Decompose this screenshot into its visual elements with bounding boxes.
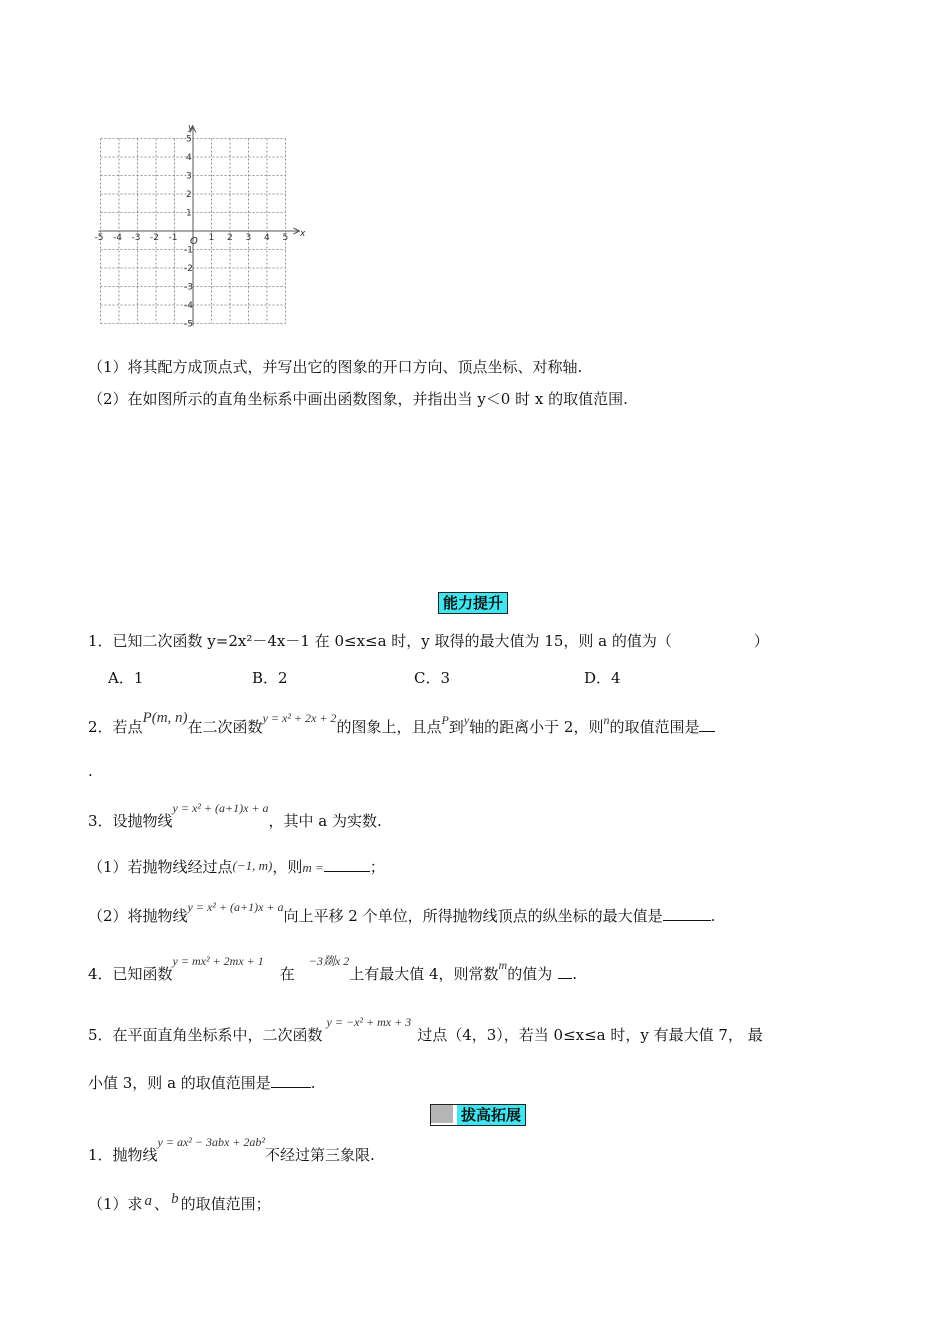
problem-2 bbox=[88, 710, 715, 737]
problem-3-num: 3．设抛物线 bbox=[88, 812, 173, 830]
problem-4-t2: 上有最大值 4，则常数 bbox=[349, 965, 499, 983]
x-tick-label: -4 bbox=[113, 233, 122, 243]
problem-3-function: y = x² + (a+1)x + a bbox=[172, 801, 269, 815]
answer-blank-2 bbox=[699, 731, 715, 732]
point-expr: (−1, m) bbox=[232, 858, 273, 873]
extension-problem-1-function: y = ax² − 3abx + 2ab² bbox=[157, 1135, 266, 1149]
y-tick-label: -5 bbox=[184, 319, 193, 330]
problem-2-num: 2．若点 bbox=[88, 718, 143, 736]
var-y: y bbox=[463, 713, 470, 727]
extension-sub1-b: 的取值范围； bbox=[180, 1195, 271, 1213]
problem-3-sub1-a: （1）若抛物线经过点 bbox=[88, 858, 233, 876]
tick-labels bbox=[95, 135, 289, 330]
x-tick-label: -5 bbox=[94, 233, 104, 243]
problem-3-sub2-b: 向上平移 2 个单位，所得抛物线顶点的纵坐标的最大值是 bbox=[283, 907, 663, 925]
y-tick-label: -1 bbox=[184, 245, 193, 256]
x-tick-label: 4 bbox=[264, 233, 270, 243]
problem-3-sub2-end: . bbox=[710, 907, 716, 925]
section-heading-ability: 能力提升 bbox=[438, 592, 508, 614]
problem-4-end: . bbox=[572, 965, 577, 983]
problem-5-t1: 过点（4，3），若当 0≤x≤a 时，y 有最大值 7， 最 bbox=[417, 1026, 763, 1044]
y-tick-label: 1 bbox=[186, 208, 192, 219]
x-tick-label: -2 bbox=[150, 233, 159, 243]
option-b: B．2 bbox=[252, 669, 288, 687]
problem-3-sub2 bbox=[88, 900, 716, 926]
y-tick-label: 3 bbox=[186, 171, 192, 182]
problem-3-sub1 bbox=[88, 856, 385, 877]
problem-5-line2-text: 小值 3，则 a 的取值范围是 bbox=[88, 1074, 271, 1092]
extension-sub1-sep: 、 bbox=[154, 1195, 170, 1213]
point-p-expr: P(m, n) bbox=[142, 710, 188, 726]
option-c: C．3 bbox=[414, 669, 451, 687]
extension-sub1-a: （1）求 bbox=[88, 1195, 143, 1213]
problem-3-sub1-b: ，则 bbox=[272, 858, 303, 876]
problem-4-function: y = mx² + 2mx + 1 bbox=[172, 954, 264, 968]
section-heading-extension-label: 拔高拓展 bbox=[457, 1105, 525, 1125]
y-tick-label: -4 bbox=[184, 301, 193, 311]
extension-problem-1-t1: 不经过第三象限. bbox=[265, 1146, 375, 1164]
problem-5-line2 bbox=[88, 1072, 316, 1093]
var-m-eq: m = bbox=[302, 860, 324, 875]
problem-4 bbox=[88, 954, 577, 984]
problem-5-function: y = −x² + mx + 3 bbox=[326, 1015, 412, 1029]
heading-gray-box bbox=[431, 1105, 453, 1123]
answer-blank-3-1 bbox=[324, 871, 370, 872]
problem-2-end: . bbox=[88, 762, 93, 780]
problem-2-t5: 的取值范围是 bbox=[609, 718, 700, 736]
x-tick-label: 5 bbox=[282, 233, 289, 243]
var-m: m bbox=[498, 958, 508, 972]
x-tick-label: -1 bbox=[168, 233, 178, 243]
prev-question-2: （2）在如图所示的直角坐标系中画出函数图象，并指出当 y＜0 时 x 的取值范围. bbox=[88, 390, 628, 408]
option-d: D．4 bbox=[584, 669, 621, 687]
prev-question-1: （1）将其配方成顶点式，并写出它的图象的开口方向、顶点坐标、对称轴. bbox=[88, 358, 583, 376]
problem-2-function: y = x² + 2x + 2 bbox=[262, 711, 337, 725]
problem-3-t1: ，其中 a 为实数. bbox=[268, 812, 382, 830]
problem-4-t1: 在 bbox=[279, 965, 295, 983]
answer-blank-3-2 bbox=[663, 920, 711, 921]
problem-2-t3: 到 bbox=[448, 718, 464, 736]
answer-blank-5 bbox=[271, 1087, 311, 1088]
extension-problem-1-sub1 bbox=[88, 1193, 271, 1214]
problem-4-num: 4．已知函数 bbox=[88, 965, 173, 983]
var-n: n bbox=[603, 713, 610, 727]
problem-3-sub2-a: （2）将抛物线 bbox=[88, 907, 188, 925]
answer-blank-4 bbox=[558, 978, 572, 979]
problem-1-text: 1．已知二次函数 y=2x²－4x－1 在 0≤x≤a 时，y 取得的最大值为 15，则 a 的值为（ bbox=[88, 632, 672, 650]
problem-5 bbox=[88, 1015, 763, 1045]
x-tick-label: 1 bbox=[208, 233, 215, 243]
y-tick-label: -3 bbox=[184, 282, 193, 293]
problem-3-sub1-end: ； bbox=[369, 858, 385, 876]
problem-2-t2: 的图象上，且点 bbox=[336, 718, 442, 736]
problem-1 bbox=[88, 630, 769, 651]
y-tick-label: -2 bbox=[184, 264, 193, 274]
extension-problem-1-num: 1．抛物线 bbox=[88, 1146, 158, 1164]
x-tick-label: 2 bbox=[227, 233, 233, 243]
coordinate-grid bbox=[94, 118, 312, 332]
problem-5-num: 5．在平面直角坐标系中，二次函数 bbox=[88, 1026, 323, 1044]
var-p: P bbox=[441, 713, 449, 727]
x-tick-label: -3 bbox=[131, 233, 141, 243]
var-b: b bbox=[171, 1191, 179, 1207]
problem-5-end: . bbox=[310, 1074, 316, 1092]
y-tick-label: 5 bbox=[186, 134, 192, 145]
problem-1-close: ） bbox=[753, 632, 769, 650]
problem-3 bbox=[88, 801, 382, 831]
problem-2-t1: 在二次函数 bbox=[187, 718, 263, 736]
y-axis-label: y bbox=[188, 123, 194, 133]
section-heading-extension bbox=[430, 1104, 526, 1126]
option-a: A．1 bbox=[108, 669, 144, 687]
var-a: a bbox=[144, 1193, 153, 1209]
grid-axes bbox=[99, 127, 300, 326]
problem-4-range: −3剟x 2 bbox=[308, 954, 350, 968]
y-tick-label: 2 bbox=[186, 190, 192, 200]
y-tick-label: 4 bbox=[186, 153, 192, 163]
origin-label: O bbox=[190, 236, 198, 247]
problem-3-sub2-function: y = x² + (a+1)x + a bbox=[187, 900, 284, 914]
extension-problem-1 bbox=[88, 1135, 375, 1165]
x-tick-label: 3 bbox=[245, 233, 252, 243]
problem-2-t4: 轴的距离小于 2，则 bbox=[469, 718, 604, 736]
problem-4-t3: 的值为 bbox=[507, 965, 553, 983]
x-axis-label: x bbox=[300, 229, 306, 239]
